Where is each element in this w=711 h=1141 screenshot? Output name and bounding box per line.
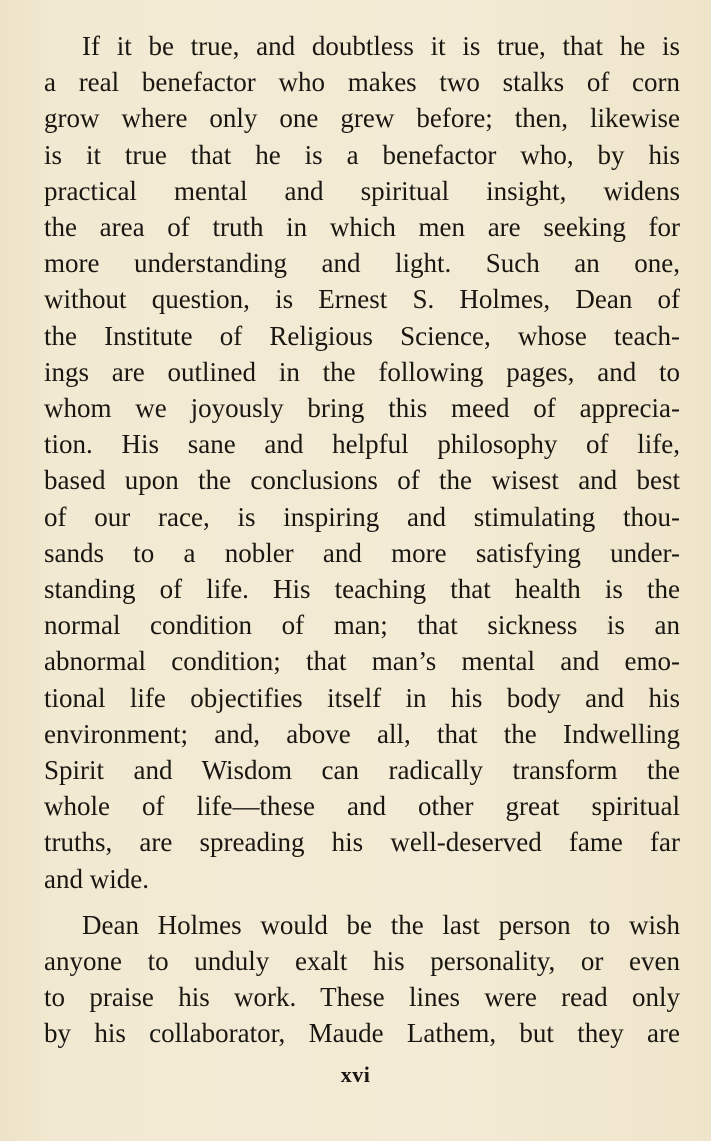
text-line: sands to a nobler and more satisfying under- — [44, 537, 680, 568]
text-line: by his collaborator, Maude Lathem, but they are — [44, 1018, 680, 1049]
text-line: practical mental and spiritual insight, widens — [44, 175, 680, 206]
text-line: Dean Holmes would be the last person to wish — [82, 909, 680, 940]
paragraph — [44, 28, 680, 897]
text-line: whole of life—these and other great spiritual — [44, 791, 680, 822]
text-line: normal condition of man; that sickness is an — [44, 610, 680, 641]
text-line: the Institute of Religious Science, whose teach- — [44, 320, 680, 351]
text-line: environment; and, above all, that the Indwelling — [44, 718, 680, 749]
text-line: truths, are spreading his well-deserved fame far — [44, 827, 680, 858]
text-line: without question, is Ernest S. Holmes, Dean of — [44, 284, 680, 315]
text-line: and wide. — [44, 863, 149, 894]
text-line: Spirit and Wisdom can radically transform the — [44, 755, 680, 786]
text-line: the area of truth in which men are seeking for — [44, 212, 680, 243]
text-line: tional life objectifies itself in his body and his — [44, 682, 680, 713]
text-line: whom we joyously bring this meed of apprecia- — [44, 393, 680, 424]
text-line: more understanding and light. Such an one, — [44, 248, 680, 279]
text-line: grow where only one grew before; then, likewise — [44, 103, 680, 134]
paragraph — [44, 907, 680, 1052]
text-line: If it be true, and doubtless it is true, that he is — [82, 31, 680, 61]
page-number: xvi — [340, 1062, 371, 1087]
text-line: abnormal condition; that man’s mental and emo- — [44, 646, 680, 677]
text-line: ings are outlined in the following pages, and to — [44, 356, 680, 387]
text-line: of our race, is inspiring and stimulating thou- — [44, 501, 680, 532]
body-text — [44, 28, 680, 1052]
text-line: is it true that he is a benefactor who, by his — [44, 139, 680, 170]
text-line: to praise his work. These lines were read only — [44, 982, 680, 1013]
text-line: a real benefactor who makes two stalks of corn — [44, 67, 680, 98]
text-line: anyone to unduly exalt his personality, or even — [44, 946, 680, 977]
text-line: based upon the conclusions of the wisest and best — [44, 465, 680, 496]
text-line: standing of life. His teaching that health is the — [44, 574, 680, 605]
text-line: tion. His sane and helpful philosophy of life, — [44, 429, 680, 460]
